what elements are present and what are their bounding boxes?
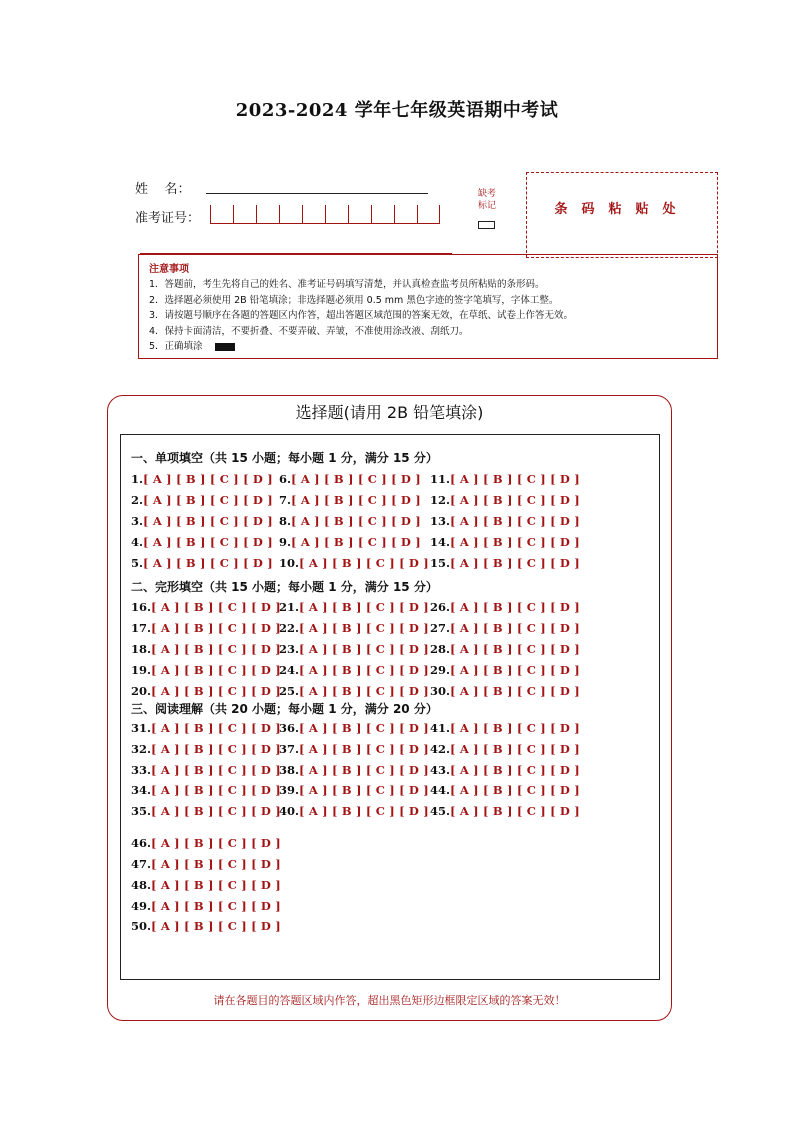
question-50[interactable] [131, 919, 281, 933]
id-digit-cell[interactable] [256, 205, 279, 223]
answer-options[interactable]: [ A ] [ B ] [ C ] [ D ] [151, 721, 281, 735]
question-35[interactable] [131, 804, 281, 818]
question-24[interactable] [279, 663, 429, 677]
question-27[interactable] [430, 621, 580, 635]
answer-options[interactable]: [ A ] [ B ] [ C ] [ D ] [450, 535, 580, 549]
question-45[interactable] [430, 804, 580, 818]
answer-options[interactable]: [ A ] [ B ] [ C ] [ D ] [299, 742, 429, 756]
question-21[interactable] [279, 600, 429, 614]
question-number: 44. [430, 783, 451, 797]
question-number: 30. [430, 684, 451, 698]
answer-options[interactable]: [ A ] [ B ] [ C ] [ D ] [151, 899, 281, 913]
answer-options[interactable]: [ A ] [ B ] [ C ] [ D ] [299, 783, 429, 797]
answer-options[interactable]: [ A ] [ B ] [ C ] [ D ] [450, 804, 580, 818]
question-48[interactable] [131, 878, 281, 892]
question-number: 39. [279, 783, 300, 797]
answer-options[interactable]: [ A ] [ B ] [ C ] [ D ] [151, 763, 281, 777]
question-number: 28. [430, 642, 451, 656]
question-32[interactable] [131, 742, 281, 756]
answer-options[interactable]: [ A ] [ B ] [ C ] [ D ] [151, 663, 281, 677]
answer-options[interactable]: [ A ] [ B ] [ C ] [ D ] [299, 721, 429, 735]
question-28[interactable] [430, 642, 580, 656]
note-item-text: 5．正确填涂 [149, 341, 203, 352]
question-6[interactable] [279, 472, 421, 486]
question-13[interactable] [430, 514, 580, 528]
answer-options[interactable]: [ A ] [ B ] [ C ] [ D ] [299, 684, 429, 698]
question-38[interactable] [279, 763, 429, 777]
question-number: 14. [430, 535, 451, 549]
answer-options[interactable]: [ A ] [ B ] [ C ] [ D ] [143, 493, 273, 507]
note-item [149, 339, 707, 355]
answer-options[interactable]: [ A ] [ B ] [ C ] [ D ] [151, 742, 281, 756]
question-number: 17. [131, 621, 152, 635]
question-30[interactable] [430, 684, 580, 698]
question-number: 5. [131, 556, 144, 570]
answer-options[interactable]: [ A ] [ B ] [ C ] [ D ] [450, 684, 580, 698]
question-number: 35. [131, 804, 152, 818]
answer-options[interactable]: [ A ] [ B ] [ C ] [ D ] [450, 472, 580, 486]
question-number: 11. [430, 472, 451, 486]
answer-options[interactable]: [ A ] [ B ] [ C ] [ D ] [299, 556, 429, 570]
question-number: 12. [430, 493, 451, 507]
question-number: 26. [430, 600, 451, 614]
answer-options[interactable]: [ A ] [ B ] [ C ] [ D ] [450, 783, 580, 797]
question-number: 15. [430, 556, 451, 570]
id-digit-cell[interactable] [394, 205, 417, 223]
answer-options[interactable]: [ A ] [ B ] [ C ] [ D ] [299, 600, 429, 614]
question-number: 49. [131, 899, 152, 913]
question-5[interactable] [131, 556, 273, 570]
question-2[interactable] [131, 493, 273, 507]
note-item: 3．请按题号顺序在各题的答题区内作答，超出答题区域范围的答案无效，在草纸、试卷上作答无效。 [149, 310, 574, 321]
question-40[interactable] [279, 804, 429, 818]
section-heading: 二、完形填空（共 15 小题；每小题 1 分，满分 15 分） [131, 580, 438, 594]
answer-options[interactable]: [ A ] [ B ] [ C ] [ D ] [450, 600, 580, 614]
sheet-title: 选择题(请用 2B 铅笔填涂) [295, 403, 484, 422]
answer-options[interactable]: [ A ] [ B ] [ C ] [ D ] [151, 621, 281, 635]
answer-options[interactable]: [ A ] [ B ] [ C ] [ D ] [299, 663, 429, 677]
question-number: 9. [279, 535, 292, 549]
question-34[interactable] [131, 783, 281, 797]
answer-options[interactable]: [ A ] [ B ] [ C ] [ D ] [450, 721, 580, 735]
question-number: 23. [279, 642, 300, 656]
question-36[interactable] [279, 721, 429, 735]
question-number: 20. [131, 684, 152, 698]
notes-heading: 注意事项 [149, 264, 189, 275]
question-number: 38. [279, 763, 300, 777]
question-number: 36. [279, 721, 300, 735]
fill-example [215, 343, 235, 351]
question-number: 10. [279, 556, 300, 570]
answer-options[interactable]: [ A ] [ B ] [ C ] [ D ] [151, 804, 281, 818]
id-digit-cell[interactable] [371, 205, 394, 223]
question-20[interactable] [131, 684, 281, 698]
id-digit-cell[interactable] [417, 205, 440, 223]
answer-options[interactable]: [ A ] [ B ] [ C ] [ D ] [291, 493, 421, 507]
question-47[interactable] [131, 857, 281, 871]
question-number: 24. [279, 663, 300, 677]
answer-options[interactable]: [ A ] [ B ] [ C ] [ D ] [450, 663, 580, 677]
question-number: 6. [279, 472, 292, 486]
question-14[interactable] [430, 535, 580, 549]
question-number: 8. [279, 514, 292, 528]
section-heading: 三、阅读理解（共 20 小题；每小题 1 分，满分 20 分） [131, 702, 438, 716]
question-4[interactable] [131, 535, 273, 549]
answer-options[interactable]: [ A ] [ B ] [ C ] [ D ] [291, 472, 421, 486]
question-18[interactable] [131, 642, 281, 656]
question-number: 29. [430, 663, 451, 677]
id-digit-cell[interactable] [325, 205, 348, 223]
page-title: 2023-2024 学年七年级英语期中考试 [235, 100, 559, 121]
answer-options[interactable]: [ A ] [ B ] [ C ] [ D ] [151, 642, 281, 656]
answer-options[interactable]: [ A ] [ B ] [ C ] [ D ] [151, 836, 281, 850]
answer-options[interactable]: [ A ] [ B ] [ C ] [ D ] [151, 878, 281, 892]
question-number: 47. [131, 857, 152, 871]
answer-options[interactable]: [ A ] [ B ] [ C ] [ D ] [450, 742, 580, 756]
note-item: 2．选择题必须使用 2B 铅笔填涂；非选择题必须用 0.5 mm 黑色字迹的签字笔填写，字体工整。 [149, 294, 559, 306]
answer-options[interactable]: [ A ] [ B ] [ C ] [ D ] [151, 600, 281, 614]
question-number: 42. [430, 742, 451, 756]
note-item: 1．答题前，考生先将自己的姓名、准考证号码填写清楚，并认真检查监考员所粘贴的条形码。 [149, 279, 545, 290]
question-number: 41. [430, 721, 451, 735]
question-44[interactable] [430, 783, 580, 797]
answer-options[interactable]: [ A ] [ B ] [ C ] [ D ] [143, 472, 273, 486]
question-16[interactable] [131, 600, 281, 614]
id-digit-cell[interactable] [302, 205, 325, 223]
question-46[interactable] [131, 836, 281, 850]
question-7[interactable] [279, 493, 421, 507]
question-number: 3. [131, 514, 144, 528]
question-number: 31. [131, 721, 152, 735]
question-number: 4. [131, 535, 144, 549]
question-10[interactable] [279, 556, 429, 570]
question-42[interactable] [430, 742, 580, 756]
question-22[interactable] [279, 621, 429, 635]
answer-options[interactable]: [ A ] [ B ] [ C ] [ D ] [291, 535, 421, 549]
question-number: 34. [131, 783, 152, 797]
question-1[interactable] [131, 472, 273, 486]
answer-options[interactable]: [ A ] [ B ] [ C ] [ D ] [299, 621, 429, 635]
question-43[interactable] [430, 763, 580, 777]
section-heading: 一、单项填空（共 15 小题；每小题 1 分，满分 15 分） [131, 451, 438, 465]
answer-options[interactable]: [ A ] [ B ] [ C ] [ D ] [450, 493, 580, 507]
question-8[interactable] [279, 514, 421, 528]
question-number: 43. [430, 763, 451, 777]
question-number: 48. [131, 878, 152, 892]
question-number: 50. [131, 919, 152, 933]
name-field[interactable] [206, 193, 428, 194]
question-29[interactable] [430, 663, 580, 677]
question-number: 25. [279, 684, 300, 698]
id-digit-cell[interactable] [210, 205, 233, 223]
answer-options[interactable]: [ A ] [ B ] [ C ] [ D ] [291, 514, 421, 528]
exam-id-field[interactable] [210, 205, 440, 224]
answer-options[interactable]: [ A ] [ B ] [ C ] [ D ] [450, 621, 580, 635]
answer-options[interactable]: [ A ] [ B ] [ C ] [ D ] [151, 857, 281, 871]
question-number: 45. [430, 804, 451, 818]
answer-options[interactable]: [ A ] [ B ] [ C ] [ D ] [299, 642, 429, 656]
answer-options[interactable]: [ A ] [ B ] [ C ] [ D ] [450, 556, 580, 570]
answer-options[interactable]: [ A ] [ B ] [ C ] [ D ] [151, 684, 281, 698]
barcode-label: 条码粘贴处 [554, 202, 690, 217]
question-23[interactable] [279, 642, 429, 656]
question-number: 19. [131, 663, 152, 677]
note-item: 4．保持卡面清洁，不要折叠、不要弄破、弄皱，不准使用涂改液、刮纸刀。 [149, 325, 469, 337]
question-33[interactable] [131, 763, 281, 777]
id-digit-cell[interactable] [348, 205, 371, 223]
question-number: 22. [279, 621, 300, 635]
answer-options[interactable]: [ A ] [ B ] [ C ] [ D ] [143, 514, 273, 528]
question-number: 13. [430, 514, 451, 528]
answer-options[interactable]: [ A ] [ B ] [ C ] [ D ] [450, 763, 580, 777]
id-digit-cell[interactable] [233, 205, 256, 223]
question-number: 46. [131, 836, 152, 850]
question-26[interactable] [430, 600, 580, 614]
answer-options[interactable]: [ A ] [ B ] [ C ] [ D ] [299, 804, 429, 818]
question-number: 33. [131, 763, 152, 777]
id-label: 准考证号： [135, 211, 201, 226]
question-number: 18. [131, 642, 152, 656]
answer-options[interactable]: [ A ] [ B ] [ C ] [ D ] [143, 556, 273, 570]
question-number: 16. [131, 600, 152, 614]
question-12[interactable] [430, 493, 580, 507]
question-31[interactable] [131, 721, 281, 735]
id-digit-cell[interactable] [279, 205, 302, 223]
question-number: 21. [279, 600, 300, 614]
question-49[interactable] [131, 899, 281, 913]
question-9[interactable] [279, 535, 421, 549]
question-37[interactable] [279, 742, 429, 756]
answer-options[interactable]: [ A ] [ B ] [ C ] [ D ] [143, 535, 273, 549]
question-39[interactable] [279, 783, 429, 797]
answer-options[interactable]: [ A ] [ B ] [ C ] [ D ] [151, 919, 281, 933]
question-number: 37. [279, 742, 300, 756]
answer-options[interactable]: [ A ] [ B ] [ C ] [ D ] [299, 763, 429, 777]
notes-box [138, 254, 718, 359]
question-15[interactable] [430, 556, 580, 570]
warning-text: 请在各题目的答题区域内作答，超出黑色矩形边框限定区域的答案无效！ [213, 994, 566, 1007]
answer-options[interactable]: [ A ] [ B ] [ C ] [ D ] [151, 783, 281, 797]
answer-options[interactable]: [ A ] [ B ] [ C ] [ D ] [450, 642, 580, 656]
question-number: 27. [430, 621, 451, 635]
question-number: 32. [131, 742, 152, 756]
question-3[interactable] [131, 514, 273, 528]
question-number: 2. [131, 493, 144, 507]
answer-options[interactable]: [ A ] [ B ] [ C ] [ D ] [450, 514, 580, 528]
question-41[interactable] [430, 721, 580, 735]
question-25[interactable] [279, 684, 429, 698]
question-11[interactable] [430, 472, 580, 486]
barcode-area [526, 172, 718, 258]
absent-mark-box[interactable] [478, 221, 495, 229]
question-17[interactable] [131, 621, 281, 635]
absent-mark-label: 缺考 标记 [477, 189, 496, 211]
question-number: 40. [279, 804, 300, 818]
question-19[interactable] [131, 663, 281, 677]
name-label: 姓 名： [135, 182, 191, 197]
question-number: 1. [131, 472, 144, 486]
question-number: 7. [279, 493, 292, 507]
